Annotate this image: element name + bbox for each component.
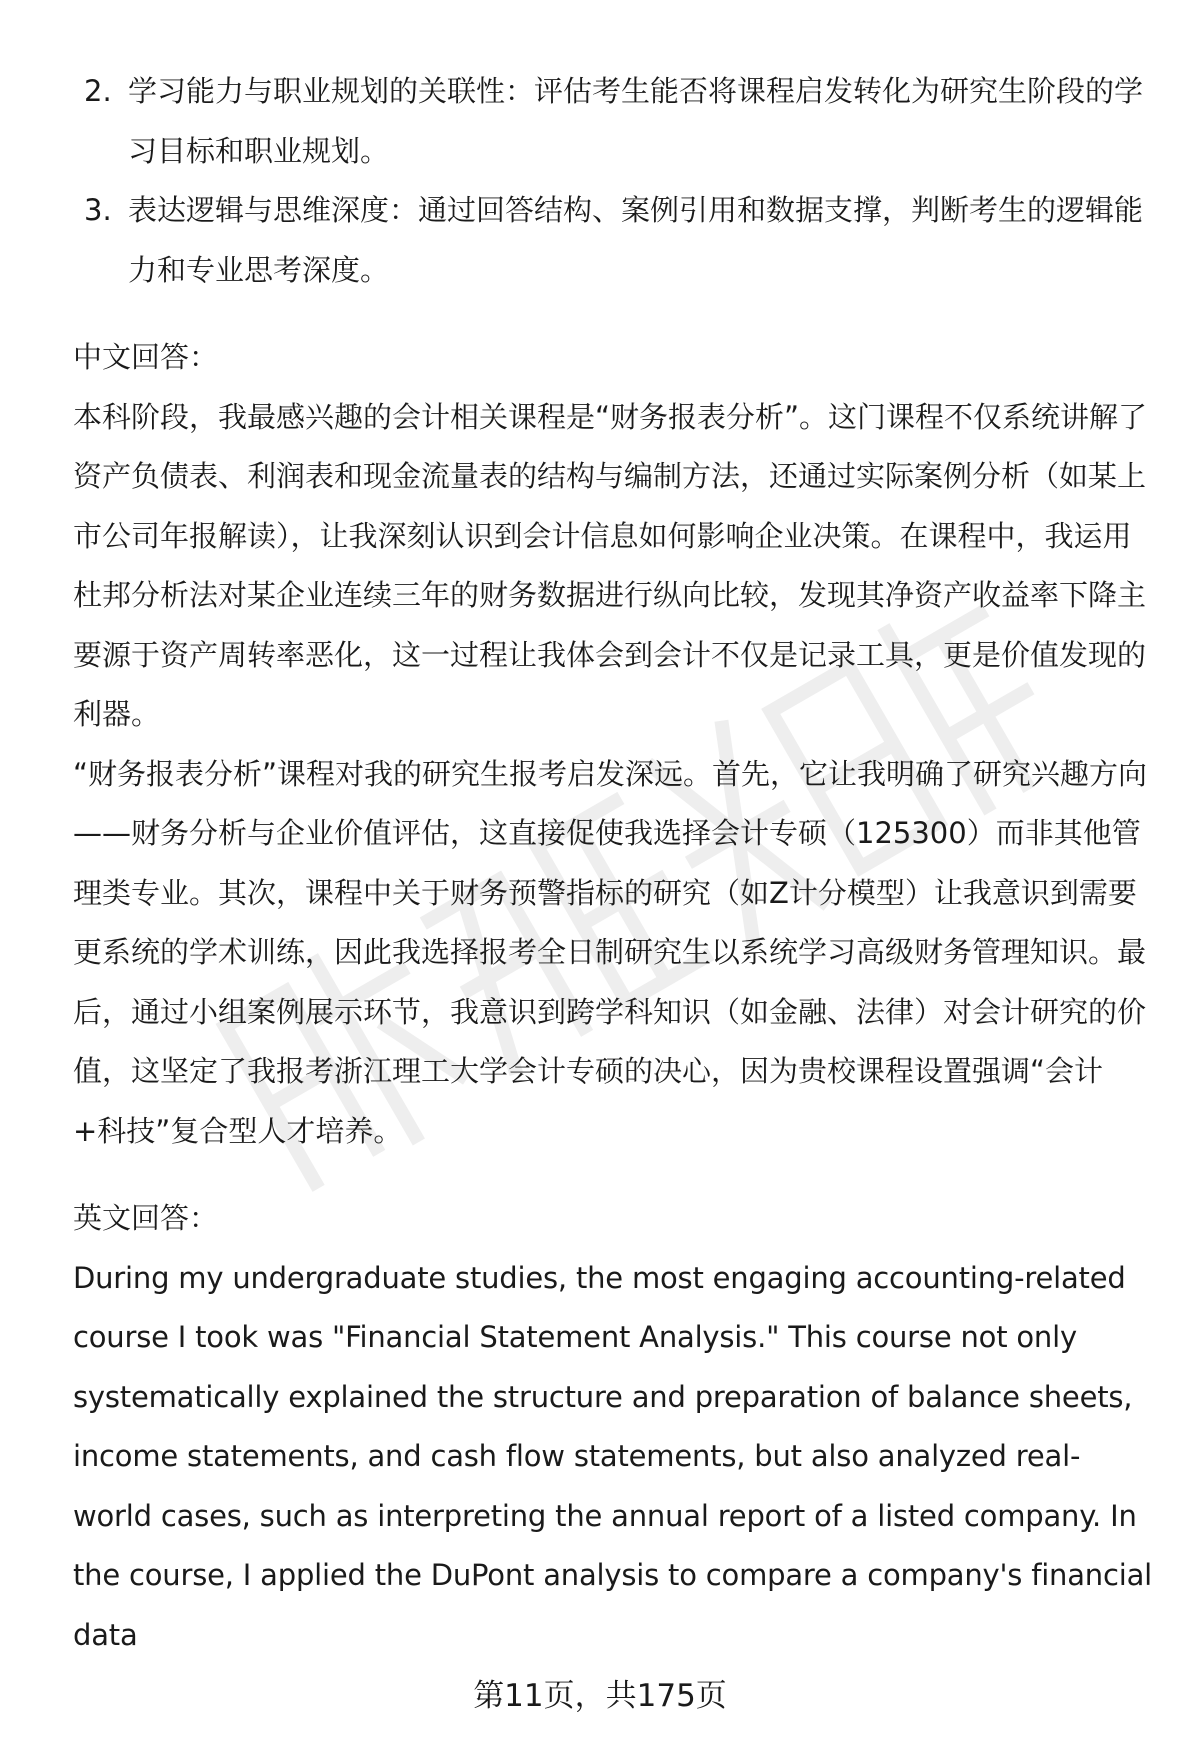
criteria-text: 学习能力与职业规划的关联性：评估考生能否将课程启发转化为研究生阶段的学习目标和职业规划。 <box>128 74 1144 168</box>
criteria-text: 表达逻辑与思维深度：通过回答结构、案例引用和数据支撑，判断考生的逻辑能力和专业思考深度。 <box>128 193 1144 287</box>
document-body <box>73 62 1153 1665</box>
chinese-answer-paragraph-2: “财务报表分析”课程对我的研究生报考启发深远。首先，它让我明确了研究兴趣方向——财务分析与企业价值评估，这直接促使我选择会计专硕（125300）而非其他管理类专业。其次，课程中关于财务预警指标的研究（如Z计分模型）让我意识到需要更系统的学术训练，因此我选择报考全日制研究生以系统学习高级财务管理知识。最后，通过小组案例展示环节，我意识到跨学科知识（如金融、法律）对会计研究的价值，这坚定了我报考浙江理工大学会计专硕的决心，因为贵校课程设置强调“会计+科技”复合型人才培养。 <box>73 756 1148 1148</box>
criteria-number: 3. <box>84 193 112 227</box>
criteria-item <box>73 181 1153 300</box>
criteria-number: 2. <box>84 74 112 108</box>
chinese-answer-paragraph-1: 本科阶段，我最感兴趣的会计相关课程是“财务报表分析”。这门课程不仅系统讲解了资产负债表、利润表和现金流量表的结构与编制方法，还通过实际案例分析（如某上市公司年报解读），让我深刻认识到会计信息如何影响企业决策。在课程中，我运用杜邦分析法对某企业连续三年的财务数据进行纵向比较，发现其净资产收益率下降主要源于资产周转率恶化，这一过程让我体会到会计不仅是记录工具，更是价值发现的利器。 <box>73 399 1148 731</box>
criteria-list <box>73 62 1153 300</box>
english-answer-paragraph-1: During my undergraduate studies, the most engaging accounting-related course I took was "Financial Statement Analysis." This course not only systematically explained the structure and preparation of balance sheets, income statements, and cash flow statements, but also analyzed real-world cases, such as interpreting the annual report of a listed company. In the course, I applied the DuPont analysis to compare a company's financial data <box>73 1260 1153 1652</box>
english-answer-heading: 英文回答： <box>73 1201 219 1235</box>
page-number-footer: 第11页，共175页 <box>473 1678 727 1714</box>
chinese-answer-heading: 中文回答： <box>73 340 219 374</box>
criteria-item <box>73 62 1153 181</box>
